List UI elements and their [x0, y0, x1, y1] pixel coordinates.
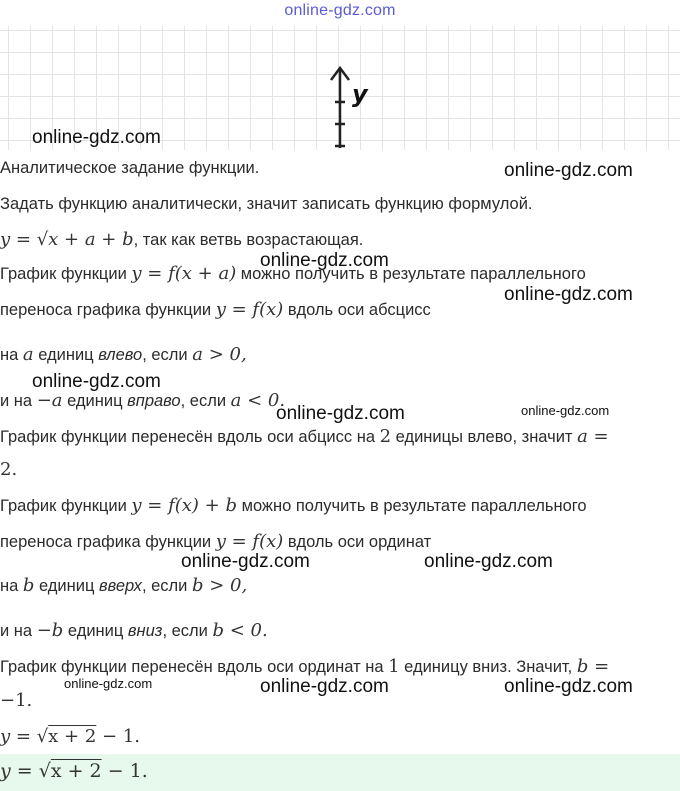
- emphasis-text: вниз: [127, 622, 163, 640]
- text-fragment: , так как ветвь возрастающая.: [133, 231, 364, 249]
- math-fragment: a: [22, 344, 34, 365]
- text-fragment: переноса графика функции: [0, 533, 216, 551]
- text-line-7: [0, 390, 285, 411]
- text-line-16: [0, 726, 140, 747]
- text-fragment: График функции перенесён вдоль оси абцисс на: [0, 428, 380, 446]
- text-fragment: единиц: [34, 577, 100, 595]
- formula-vertical-shift: y = f(x) + b: [131, 495, 238, 516]
- text-line-13: [0, 620, 268, 641]
- text-fragment: вдоль оси абсцисс: [283, 301, 431, 319]
- math-fragment: y = √: [0, 760, 51, 782]
- watermark: online-gdz.com: [276, 403, 405, 424]
- watermark: online-gdz.com: [64, 676, 153, 691]
- watermark: online-gdz.com: [260, 676, 389, 697]
- text-line-9: [0, 459, 17, 480]
- watermark: online-gdz.com: [504, 284, 633, 305]
- text-fragment: единицы влево, значит: [391, 428, 578, 446]
- math-radicand: x + 2: [48, 726, 97, 747]
- math-fragment: y = √: [0, 726, 49, 747]
- formula-base-function: y = f(x): [215, 531, 284, 552]
- text-fragment: График функции: [0, 265, 132, 283]
- site-header-link[interactable]: online-gdz.com: [284, 2, 396, 19]
- math-fragment: 2.: [0, 459, 18, 480]
- watermark: online-gdz.com: [181, 551, 310, 572]
- math-fragment: a < 0.: [230, 390, 286, 411]
- text-line-5: [0, 299, 431, 320]
- text-fragment: График функции перенесён вдоль оси ординат на: [0, 658, 389, 676]
- watermark: online-gdz.com: [424, 551, 553, 572]
- math-fragment: a > 0,: [192, 344, 247, 365]
- text-fragment: на: [0, 577, 23, 595]
- emphasis-text: вверх: [99, 577, 142, 595]
- watermark: online-gdz.com: [32, 127, 161, 148]
- text-line-11: [0, 531, 431, 552]
- formula-base-function: y = f(x): [215, 299, 284, 320]
- text-fragment: единицу вниз. Значит,: [399, 658, 577, 676]
- text-line-2: Задать функцию аналитически, значит записать функцию формулой.: [0, 195, 533, 213]
- answer-formula: [0, 760, 148, 782]
- math-radicand: x + 2: [50, 760, 102, 782]
- math-fragment: 1: [388, 656, 400, 677]
- math-fragment: − 1.: [96, 726, 141, 747]
- formula-general: y = √x + a + b: [0, 229, 134, 250]
- math-fragment: b < 0.: [212, 620, 268, 641]
- text-line-1: Аналитическое задание функции.: [0, 159, 260, 177]
- math-fragment: −a: [36, 390, 63, 411]
- text-fragment: единиц: [63, 622, 128, 640]
- formula-horizontal-shift: y = f(x + a): [131, 263, 237, 284]
- text-fragment: , если: [142, 346, 193, 364]
- watermark: online-gdz.com: [260, 250, 389, 271]
- text-line-8: [0, 426, 609, 447]
- text-fragment: , если: [141, 577, 192, 595]
- math-fragment: − 1.: [101, 760, 148, 782]
- text-fragment: График функции: [0, 497, 132, 515]
- text-fragment: можно получить в результате параллельного: [237, 497, 587, 515]
- math-fragment: a =: [577, 426, 609, 447]
- watermark: online-gdz.com: [504, 676, 633, 697]
- watermark: online-gdz.com: [521, 403, 610, 418]
- text-fragment: единиц: [33, 346, 99, 364]
- text-line-3: [0, 229, 363, 250]
- text-fragment: переноса графика функции: [0, 301, 216, 319]
- math-fragment: b: [22, 575, 35, 596]
- watermark: online-gdz.com: [504, 160, 633, 181]
- y-axis-label: y: [352, 80, 368, 108]
- text-fragment: , если: [180, 392, 231, 410]
- emphasis-text: влево: [98, 346, 143, 364]
- text-fragment: единиц: [62, 392, 128, 410]
- text-fragment: и на: [0, 622, 37, 640]
- watermark: online-gdz.com: [32, 371, 161, 392]
- text-line-14: [0, 656, 609, 677]
- text-fragment: на: [0, 346, 23, 364]
- text-line-10: [0, 495, 587, 516]
- math-fragment: −1.: [0, 690, 33, 711]
- math-fragment: b > 0,: [191, 575, 248, 596]
- math-fragment: 2: [379, 426, 392, 447]
- text-fragment: вдоль оси ординат: [283, 533, 432, 551]
- text-fragment: можно получить в результате параллельного: [236, 265, 586, 283]
- answer-box: [0, 754, 680, 791]
- text-fragment: и на: [0, 392, 37, 410]
- text-line-15: [0, 690, 32, 711]
- math-fragment: −b: [36, 620, 64, 641]
- text-fragment: , если: [162, 622, 213, 640]
- text-line-6: [0, 344, 247, 365]
- emphasis-text: вправо: [127, 392, 181, 410]
- math-fragment: b =: [576, 656, 610, 677]
- text-line-12: [0, 575, 247, 596]
